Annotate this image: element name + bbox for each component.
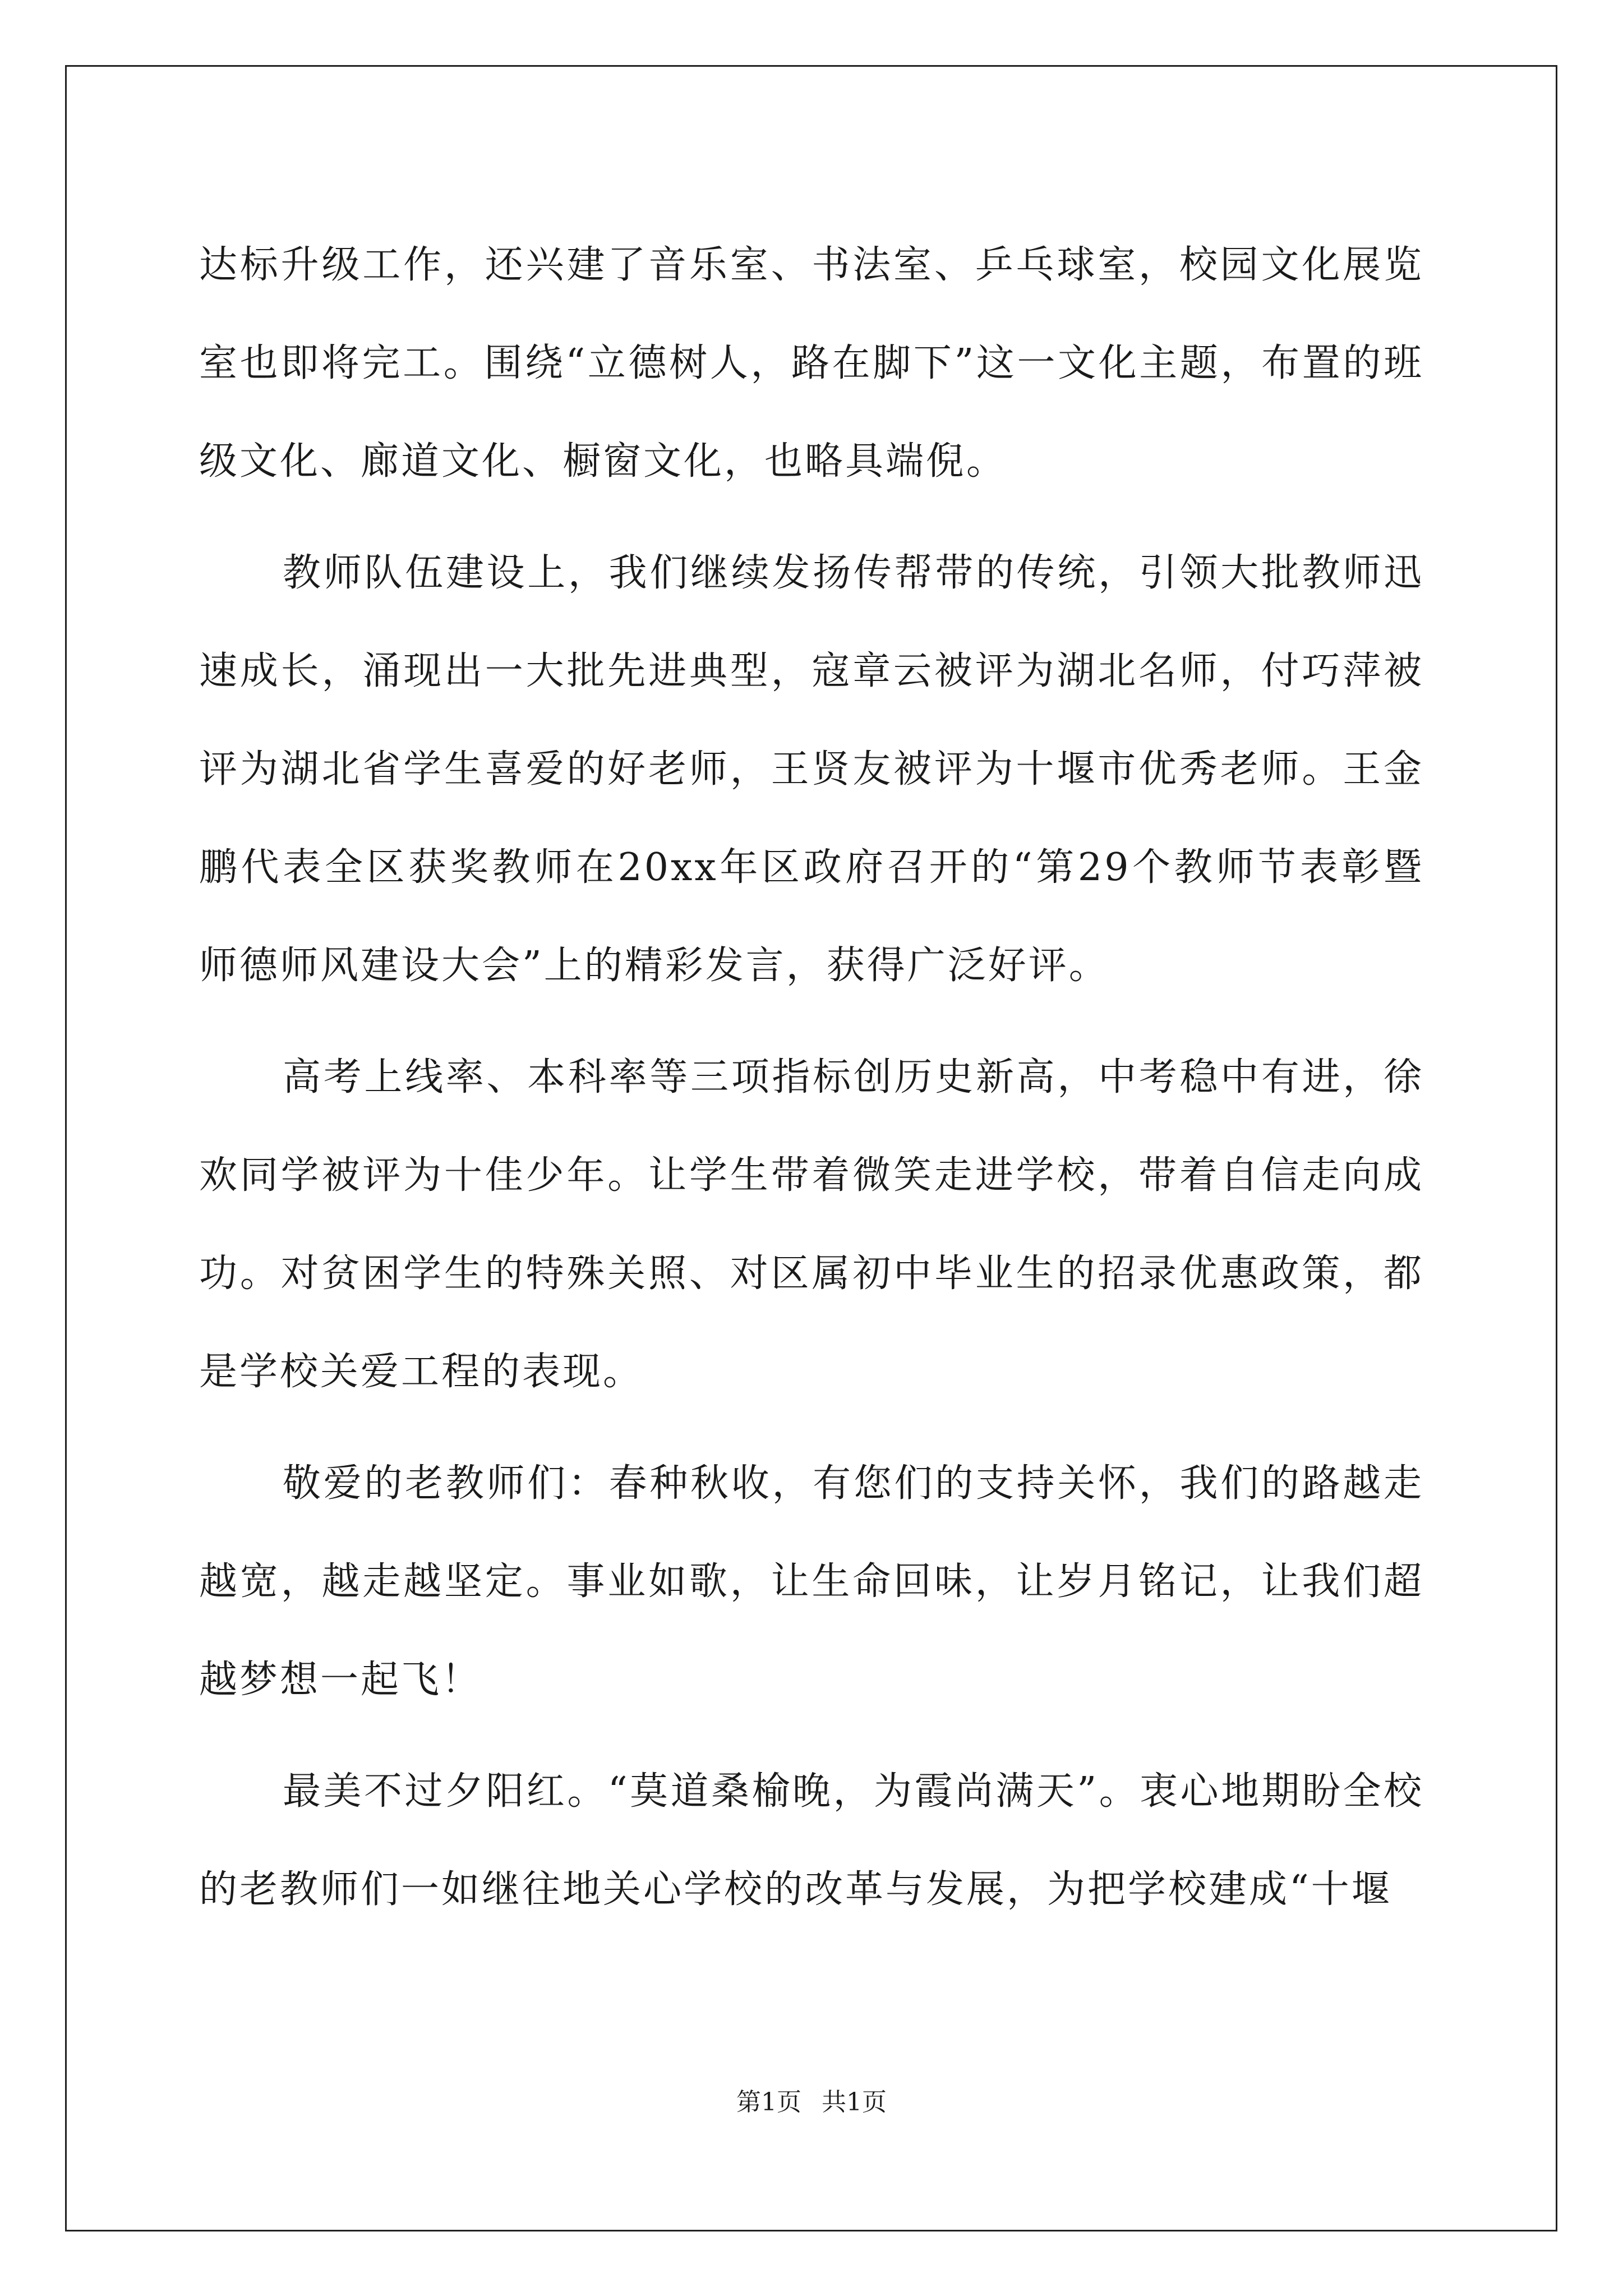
paragraph: 教师队伍建设上，我们继续发扬传帮带的传统，引领大批教师迅速成长，涌现出一大批先进典型，寇章云被评为湖北名师，付巧萍被评为湖北省学生喜爱的好老师，王贤友被评为十堰市优秀老师。王金鹏代表全区获奖教师在20xx年区政府召开的“第29个教师节表彰暨师德师风建设大会”上的精彩发言，获得广泛好评。 — [199, 551, 1424, 988]
paragraph: 敬爱的老教师们：春种秋收，有您们的支持关怀，我们的路越走越宽，越走越坚定。事业如歌，让生命回味，让岁月铭记，让我们超越梦想一起飞！ — [199, 1461, 1424, 1702]
document-body — [199, 216, 1424, 1939]
page-total: 共1页 — [822, 2088, 887, 2116]
page-footer — [0, 2086, 1623, 2119]
page-number: 第1页 — [736, 2088, 801, 2116]
paragraph: 高考上线率、本科率等三项指标创历史新高，中考稳中有进，徐欢同学被评为十佳少年。让学生带着微笑走进学校，带着自信走向成功。对贫困学生的特殊关照、对区属初中毕业生的招录优惠政策，都是学校关爱工程的表现。 — [199, 1055, 1424, 1394]
paragraph: 最美不过夕阳红。“莫道桑榆晚，为霞尚满天”。衷心地期盼全校的老教师们一如继往地关心学校的改革与发展，为把学校建成“十堰 — [199, 1769, 1424, 1912]
paragraph: 达标升级工作，还兴建了音乐室、书法室、乒乓球室，校园文化展览室也即将完工。围绕“立德树人，路在脚下”这一文化主题，布置的班级文化、廊道文化、橱窗文化，也略具端倪。 — [199, 243, 1424, 484]
